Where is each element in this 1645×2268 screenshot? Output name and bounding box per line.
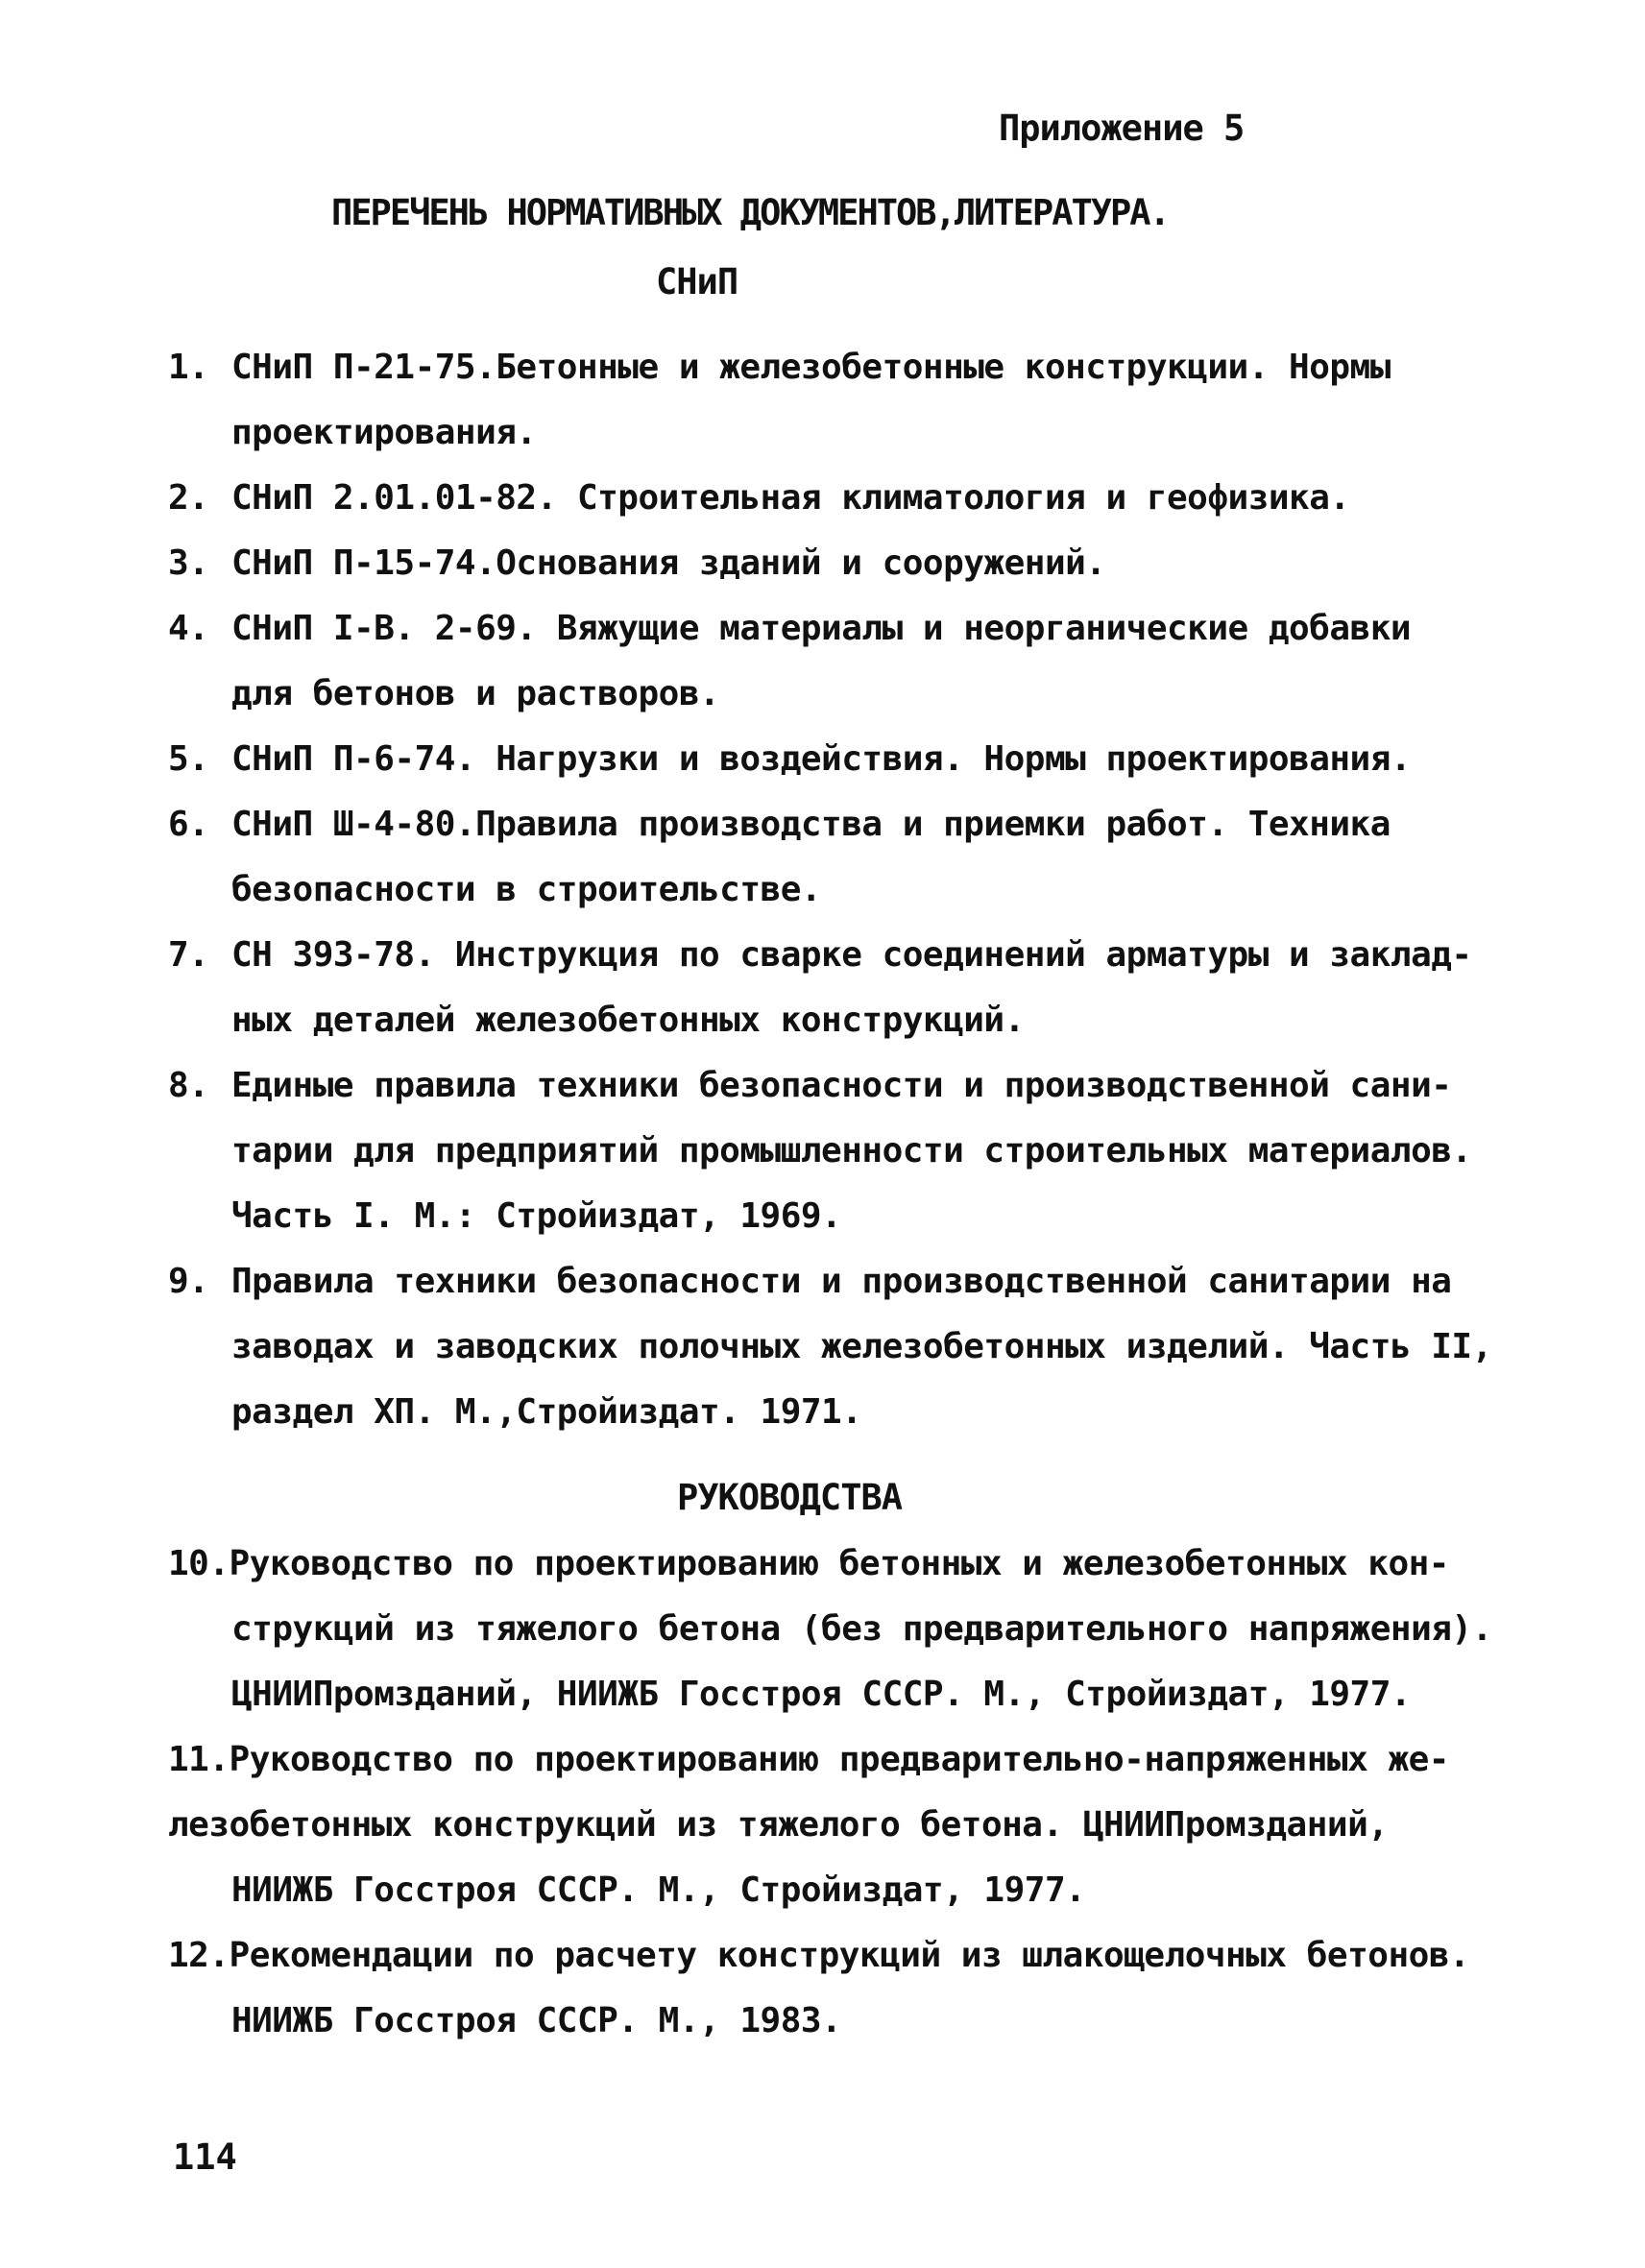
item-text-line: СНиП П-15-74.Основания зданий и сооружений. (231, 543, 1106, 583)
item-number: 5. (168, 739, 209, 779)
list-item-6 (168, 805, 1391, 845)
item-number: 2. (168, 478, 209, 518)
list-item-4 (168, 609, 1411, 649)
list-item-8 (168, 1066, 1451, 1106)
list-item-7 (168, 935, 1472, 976)
item-text-line: Часть I. М.: Стройиздат, 1969. (231, 1196, 842, 1236)
item-number: 1. (168, 348, 209, 387)
list-item-9 (168, 1262, 1451, 1302)
appendix-label: Приложение 5 (999, 108, 1245, 149)
item-number: 11. (168, 1740, 230, 1779)
item-text-line: СН 393-78. Инструкция по сварке соединений арматуры и заклад- (231, 935, 1472, 975)
item-text-line: струкций из тяжелого бетона (без предварительного напряжения). (231, 1609, 1492, 1649)
item-text-line: Руководство по проектированию бетонных и железобетонных кон- (229, 1544, 1449, 1583)
item-number: 12. (168, 1936, 230, 1975)
item-text-line: СНиП 2.01.01-82. Строительная климатология и геофизика. (231, 478, 1350, 518)
list-item-12 (168, 1936, 1469, 1976)
list-item-11 (168, 1740, 1449, 1780)
item-text-line: СНиП П-21-75.Бетонные и железобетонные конструкции. Нормы (231, 348, 1391, 387)
item-text-line: ных деталей железобетонных конструкций. (231, 1001, 1025, 1040)
item-text-line: Руководство по проектированию предварительно-напряженных же- (229, 1740, 1449, 1779)
item-text-line: НИИЖБ Госстроя СССР. М., Стройиздат, 1977. (231, 1870, 1086, 1910)
item-text-line: проектирования. (231, 413, 537, 452)
item-text-line: НИИЖБ Госстроя СССР. М., 1983. (231, 2001, 842, 2040)
item-number: 3. (168, 543, 209, 583)
list-item-10 (168, 1544, 1449, 1584)
list-item-5 (168, 739, 1411, 780)
item-text-line: СНиП Ш-4-80.Правила производства и приемки работ. Техника (231, 805, 1391, 844)
list-item-2 (168, 478, 1350, 519)
item-text-line: Единые правила техники безопасности и производственной сани- (231, 1066, 1452, 1105)
list-item-3 (168, 543, 1105, 584)
item-text-line: тарии для предприятий промышленности строительных материалов. (231, 1131, 1472, 1170)
item-text-line: заводах и заводских полочных железобетонных изделий. Часть II, (231, 1327, 1492, 1366)
section-heading-manuals: РУКОВОДСТВА (677, 1477, 903, 1518)
item-number: 6. (168, 805, 209, 844)
item-text-line: СНиП П-6-74. Нагрузки и воздействия. Нормы проектирования. (231, 739, 1412, 779)
item-number: 10. (168, 1544, 230, 1583)
section-heading-snip: СНиП (656, 261, 738, 302)
item-text-line: раздел XП. М.,Стройиздат. 1971. (231, 1392, 862, 1432)
item-text-line: Правила техники безопасности и производственной санитарии на (231, 1262, 1452, 1301)
item-number: 7. (168, 935, 209, 975)
item-text-line: ЦНИИПромзданий, НИИЖБ Госстроя СССР. М., Стройиздат, 1977. (231, 1675, 1412, 1714)
item-text-line: Рекомендации по расчету конструкций из шлакощелочных бетонов. (229, 1936, 1470, 1975)
item-number: 8. (168, 1066, 209, 1105)
item-text-line: для бетонов и растворов. (231, 674, 720, 713)
list-item-1 (168, 348, 1391, 388)
item-number: 9. (168, 1262, 209, 1301)
item-number: 4. (168, 609, 209, 648)
item-text-line: СНиП I-В. 2-69. Вяжущие материалы и неорганические добавки (231, 609, 1412, 648)
page-title: ПЕРЕЧЕНЬ НОРМАТИВНЫХ ДОКУМЕНТОВ,ЛИТЕРАТУРА. (331, 192, 1169, 233)
page-number: 114 (173, 2136, 237, 2178)
item-text-line: безопасности в строительстве. (231, 870, 822, 909)
item-text-line: лезобетонных конструкций из тяжелого бетона. ЦНИИПромзданий, (168, 1805, 1389, 1845)
